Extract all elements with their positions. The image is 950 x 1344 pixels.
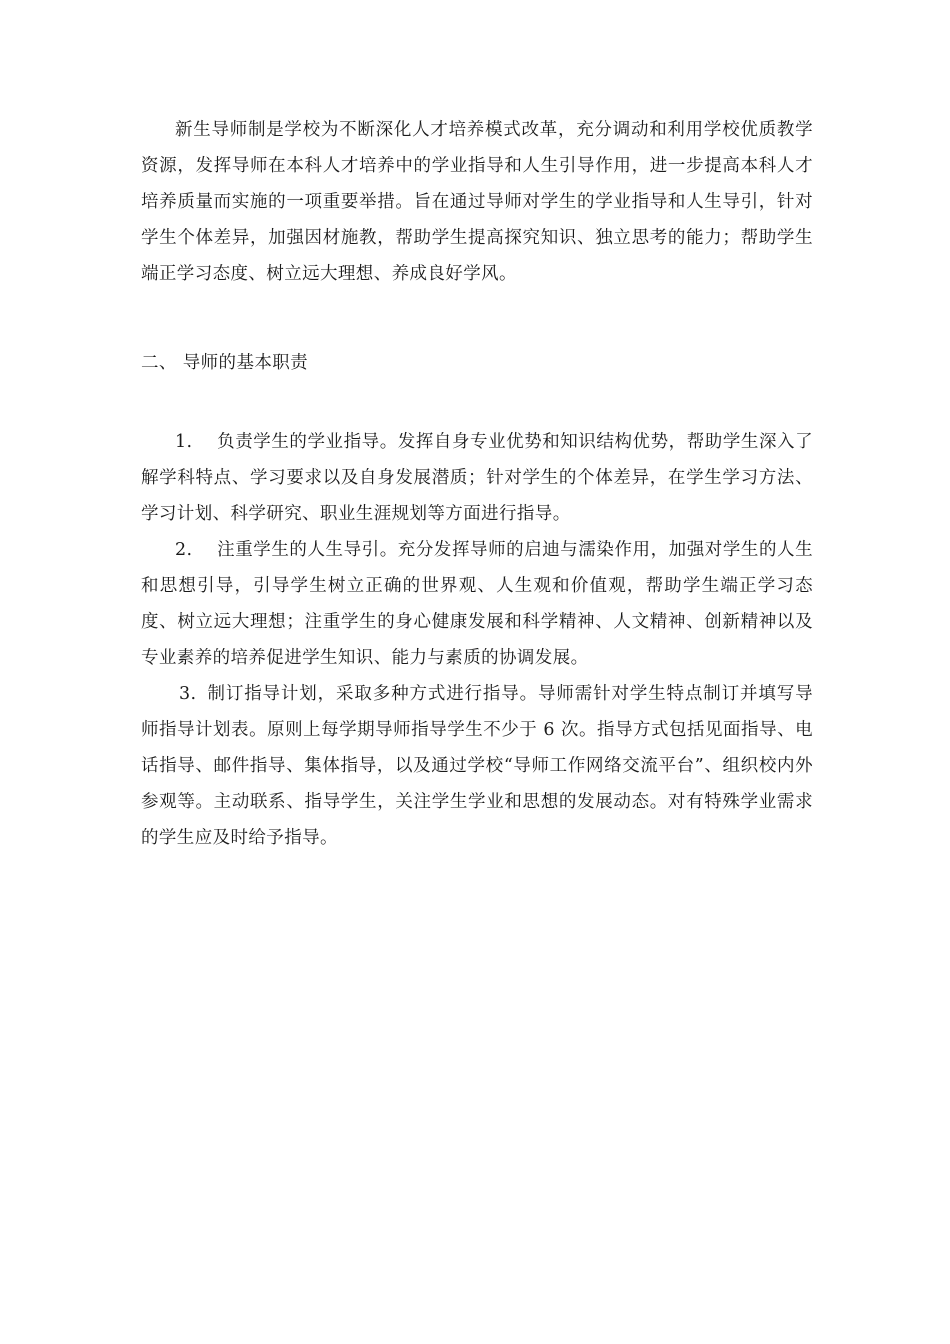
intro-paragraph: 新生导师制是学校为不断深化人才培养模式改革，充分调动和利用学校优质教学资源，发挥导师在本科人才培养中的学业指导和人生引导作用，进一步提高本科人才培养质量而实施的一项重要举措。旨在通过导师对学生的学业指导和人生导引，针对学生个体差异，加强因材施教，帮助学生提高探究知识、独立思考的能力；帮助学生端正学习态度、树立远大理想、养成良好学风。 (141, 120, 813, 284)
duty-item-1-number: 1. (175, 432, 193, 452)
duty-item-2-number: 2. (175, 540, 193, 560)
duty-item-2 (141, 532, 813, 676)
duty-item-3-number: 3. (179, 684, 197, 704)
duty-item-3-text: 制订指导计划，采取多种方式进行指导。导师需针对学生特点制订并填写导师指导计划表。原则上每学期导师指导学生不少于 6 次。指导方式包括见面指导、电话指导、邮件指导、集体指导，以及通过学校“导师工作网络交流平台”、组织校内外参观等。主动联系、指导学生，关注学生学业和思想的发展动态。对有特殊学业需求的学生应及时给予指导。 (141, 684, 813, 848)
duty-item-3 (141, 676, 813, 856)
duty-item-1-text: 负责学生的学业指导。发挥自身专业优势和知识结构优势，帮助学生深入了解学科特点、学习要求以及自身发展潜质；针对学生的个体差异，在学生学习方法、学习计划、科学研究、职业生涯规划等方面进行指导。 (141, 432, 813, 524)
duty-item-1 (141, 424, 813, 532)
section-heading: 二、 导师的基本职责 (141, 353, 309, 373)
duty-item-2-text: 注重学生的人生导引。充分发挥导师的启迪与濡染作用，加强对学生的人生和思想引导，引导学生树立正确的世界观、人生观和价值观，帮助学生端正学习态度、树立远大理想；注重学生的身心健康发展和科学精神、人文精神、创新精神以及专业素养的培养促进学生知识、能力与素质的协调发展。 (141, 540, 813, 668)
